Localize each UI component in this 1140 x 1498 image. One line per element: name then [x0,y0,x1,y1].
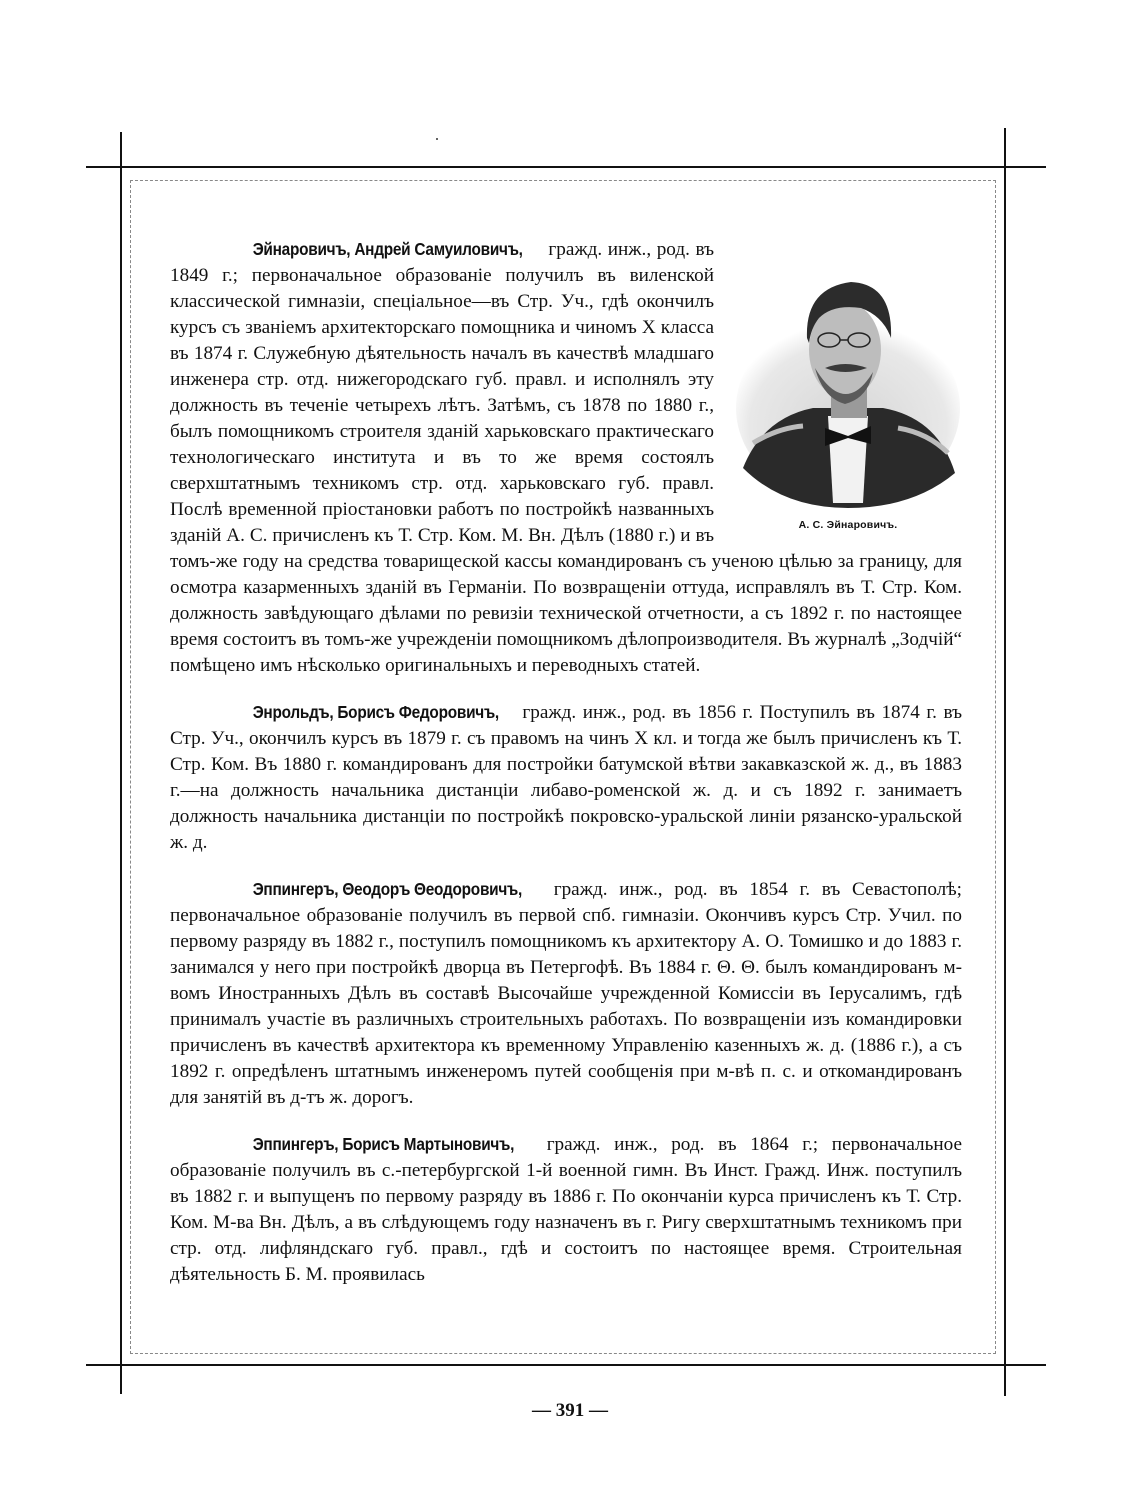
entry-text: гражд. инж., род. въ 1856 г. Поступилъ въ 1874 г. въ Стр. Уч., окончилъ курсъ въ 1879 г. съ правомъ на чинъ X кл. и тогда же былъ причисленъ къ Т. Стр. Ком. Въ 1880 г. командированъ для постройки батумской вѣтви закавказской ж. д., въ 1883 г.—на должность начальника дистанціи либаво-роменской ж. д. и съ 1892 г. занимаетъ должность начальника дистанціи по постройкѣ покровско-уральской линіи рязанско-уральской ж. д. [170,702,962,853]
entry-name: Энрольдъ, Борисъ Федоровичъ, [252,702,499,722]
entry-name: Эппингеръ, Θеодоръ Θеодоровичъ, [252,879,522,899]
portrait-figure [728,268,968,531]
entry-eppinger-feodor [170,876,962,1111]
frame-right-rule [1004,128,1006,1396]
portrait-caption: А. С. Эйнаровичъ. [798,519,898,531]
frame-top-rule [86,166,1046,168]
entry-text: гражд. инж., род. въ 1864 г.; первоначальное образованіе получилъ въ с.-петербургской 1-й военной гимн. Въ Инст. Гражд. Инж. поступилъ въ 1882 г. и выпущенъ по первому разряду въ 1886 г. По окончаніи курса причисленъ къ Т. Стр. Ком. М-ва Вн. Дѣлъ, а въ слѣдующемъ году назначенъ въ г. Ригу сверхштатнымъ техникомъ при стр. отд. лифляндскаго губ. правл., гдѣ и состоитъ по настоящее время. Строительная дѣятельность Б. М. проявилась [170,1134,962,1285]
frame-bottom-rule [86,1364,1046,1366]
entry-name: Эйнаровичъ, Андрей Самуиловичъ, [252,239,523,259]
entry-enrold [170,699,962,856]
print-speck [436,138,438,140]
entry-text: гражд. инж., род. въ 1854 г. въ Севастополѣ; первоначальное образованіе получилъ въ первой спб. гимназіи. Окончивъ курсъ Стр. Учил. по первому разряду въ 1882 г., поступилъ помощникомъ къ архитектору А. О. Томишко и до 1883 г. занимался у него при постройкѣ дворца въ Петергофѣ. Въ 1884 г. Θ. Θ. былъ командированъ м-вомъ Иностранныхъ Дѣлъ въ составѣ Высочайше учрежденной Комиссіи въ Іерусалимъ, гдѣ принималъ участіе въ различныхъ строительныхъ работахъ. По возвращеніи изъ командировки причисленъ въ качествѣ архитектора къ временному Управленію казенныхъ ж. д. (1886 г.), а съ 1892 г. опредѣленъ штатнымъ инженеромъ путей сообщенія при м-вѣ п. с. и откомандированъ для занятій въ д-тъ ж. дорогъ. [170,879,962,1108]
portrait-image [733,268,963,508]
frame-left-rule [120,132,122,1394]
entry-name: Эппингеръ, Борисъ Мартыновичъ, [252,1134,515,1154]
page-number: — 391 — [532,1400,608,1421]
entry-text: гражд. инж., род. въ 1849 г.; первоначальное образованіе получилъ въ виленской классической гимназіи, спеціальное—въ Стр. Уч., гдѣ окончилъ курсъ съ званіемъ архитекторскаго помощника и чиномъ X класса въ 1874 г. Служебную дѣятельность началъ въ качествѣ младшаго инженера стр. отд. нижегородскаго губ. правл. и исполнялъ эту должность въ теченіе четырехъ лѣтъ. Затѣмъ, съ 1878 по 1880 г., былъ помощникомъ строителя зданій харьковскаго практическаго технологическаго института и въ то же время состоялъ сверхштатнымъ техникомъ стр. отд. харьковскаго губ. правл. Послѣ временной пріостановки работъ по постройкѣ названныхъ зданій А. С. причисленъ къ Т. Стр. Ком. М. Вн. Дѣлъ (1880 г.) и въ томъ-же году на средства товарищеской кассы командированъ съ ученою цѣлью за границу, для осмотра казарменныхъ зданій въ Германіи. По возвращеніи оттуда, исправлялъ въ Т. Стр. Ком. должность завѣдующаго дѣлами по ревизіи технической отчетности, а съ 1892 г. по настоящее время состоитъ въ томъ-же учрежденіи помощникомъ дѣлопроизводителя. Въ журналѣ „Зодчій“ помѣщено имъ нѣсколько оригинальныхъ и переводныхъ статей. [170,239,962,676]
entry-eppinger-boris [170,1131,962,1288]
